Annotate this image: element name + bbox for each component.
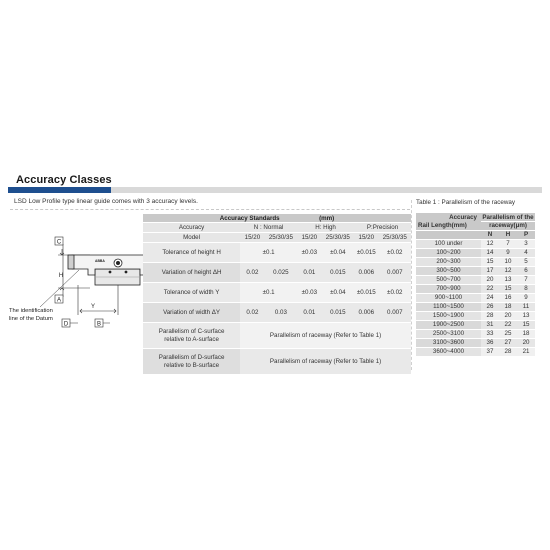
table-cell: ±0.1 — [240, 283, 297, 303]
rail-length-cell: 500~700 — [416, 276, 481, 285]
table-row — [416, 249, 535, 258]
table-cell: ±0.04 — [322, 243, 354, 263]
header-class-p: P:Precision — [354, 223, 411, 233]
table-row — [416, 330, 535, 339]
table-cell: Parallelism of raceway (Refer to Table 1) — [240, 323, 411, 349]
rail-length-cell: 2500~3100 — [416, 330, 481, 339]
rail-length-cell: 1500~1900 — [416, 312, 481, 321]
value-h-cell: 7 — [499, 240, 517, 249]
table-row — [416, 348, 535, 357]
table-row — [416, 303, 535, 312]
table-cell: 0.006 — [354, 263, 379, 283]
value-h-cell: 28 — [499, 348, 517, 357]
rail-length-cell: 700~900 — [416, 285, 481, 294]
table-row — [416, 285, 535, 294]
table-header — [416, 231, 535, 240]
rail-shape — [95, 269, 140, 285]
table-cell: 0.015 — [322, 263, 354, 283]
divider-vertical — [411, 200, 412, 370]
value-p-cell: 7 — [517, 276, 535, 285]
value-p-cell: 20 — [517, 339, 535, 348]
row-label-line: Parallelism of C-surface — [158, 328, 225, 335]
value-h-cell: 25 — [499, 330, 517, 339]
value-h-cell: 22 — [499, 321, 517, 330]
model-cell: 25/30/35 — [322, 233, 354, 243]
table-row — [416, 258, 535, 267]
model-cell: 15/20 — [354, 233, 379, 243]
value-h-cell: 15 — [499, 285, 517, 294]
header-rail-length: Rail Length(mm) — [418, 221, 467, 229]
value-p-cell: 5 — [517, 258, 535, 267]
table-row — [416, 294, 535, 303]
value-p-cell: 18 — [517, 330, 535, 339]
value-n-cell: 24 — [481, 294, 499, 303]
rail-length-cell: 100 under — [416, 240, 481, 249]
table-cell: ±0.015 — [354, 243, 379, 263]
rail-length-cell: 300~500 — [416, 267, 481, 276]
table-cell: 0.02 — [240, 303, 265, 323]
rail-length-cell: 100~200 — [416, 249, 481, 258]
label-y: Y — [90, 304, 96, 310]
table-cell: 0.03 — [265, 303, 297, 323]
rail-length-cell: 3100~3600 — [416, 339, 481, 348]
header-accuracy: Accuracy — [143, 223, 240, 233]
table-row — [143, 303, 411, 323]
value-p-cell: 15 — [517, 321, 535, 330]
table-row — [143, 349, 411, 375]
intro-text: LSD Low Profile type linear guide comes with 3 accuracy levels. — [14, 198, 198, 205]
accuracy-standards-table — [143, 214, 411, 375]
table-row — [416, 339, 535, 348]
datum-a-label — [55, 295, 63, 303]
value-n-cell: 36 — [481, 339, 499, 348]
value-h-cell: 10 — [499, 258, 517, 267]
table-cell: Parallelism of raceway (Refer to Table 1) — [240, 349, 411, 375]
value-n-cell: 31 — [481, 321, 499, 330]
svg-text:A: A — [56, 297, 62, 304]
parallelism-table-body — [416, 240, 535, 357]
value-n-cell: 26 — [481, 303, 499, 312]
rail-length-cell: 1100~1500 — [416, 303, 481, 312]
value-p-cell: 3 — [517, 240, 535, 249]
table-cell: 0.006 — [354, 303, 379, 323]
table-row — [416, 276, 535, 285]
value-n-cell: 15 — [481, 258, 499, 267]
row-label: Variation of width ΔY — [143, 303, 240, 323]
rail-length-cell: 900~1100 — [416, 294, 481, 303]
table-row — [143, 283, 411, 303]
table-header — [143, 214, 411, 223]
rail-length-cell: 3600~4000 — [416, 348, 481, 357]
svg-text:C: C — [56, 239, 62, 246]
svg-text:B: B — [96, 321, 102, 328]
table-cell: 0.007 — [379, 263, 411, 283]
section-title: Accuracy Classes — [16, 174, 112, 186]
callout-line-1: The identification — [9, 308, 53, 314]
model-cell: 25/30/35 — [379, 233, 411, 243]
brand-logo: ABBA — [95, 259, 105, 263]
value-h-cell: 27 — [499, 339, 517, 348]
table-cell: ±0.04 — [322, 283, 354, 303]
table-row — [143, 263, 411, 283]
value-n-cell: 22 — [481, 285, 499, 294]
value-n-cell: 37 — [481, 348, 499, 357]
value-h-cell: 13 — [499, 276, 517, 285]
parallelism-table — [416, 213, 535, 357]
value-h-cell: 16 — [499, 294, 517, 303]
svg-text:D: D — [63, 321, 69, 328]
datum-c-label — [55, 237, 63, 245]
value-n-cell: 20 — [481, 276, 499, 285]
value-p-cell: 21 — [517, 348, 535, 357]
header-parallelism: Parallelism of the — [482, 213, 534, 221]
header-model: Model — [143, 233, 240, 243]
label-h: H — [58, 273, 64, 279]
header-parallelism-unit: raceway(μm) — [481, 222, 535, 231]
model-cell: 15/20 — [297, 233, 322, 243]
value-p-cell: 11 — [517, 303, 535, 312]
datum-d-label — [62, 319, 70, 327]
row-label-line: relative to A-surface — [164, 335, 219, 343]
header-p: P — [517, 231, 535, 240]
value-h-cell: 20 — [499, 312, 517, 321]
table-row — [143, 323, 411, 349]
header-class-n: N : Normal — [240, 223, 297, 233]
value-p-cell: 6 — [517, 267, 535, 276]
value-h-cell: 18 — [499, 303, 517, 312]
table-cell: 0.025 — [265, 263, 297, 283]
table-title: Accuracy Standards — [219, 214, 280, 222]
value-h-cell: 12 — [499, 267, 517, 276]
table-cell: 0.02 — [240, 263, 265, 283]
value-p-cell: 9 — [517, 294, 535, 303]
model-cell: 15/20 — [240, 233, 265, 243]
table-cell: ±0.015 — [354, 283, 379, 303]
header-h: H — [499, 231, 517, 240]
value-p-cell: 13 — [517, 312, 535, 321]
table-header — [416, 213, 535, 222]
row-label: Variation of height ΔH — [143, 263, 240, 283]
table-row — [416, 267, 535, 276]
table-cell: ±0.02 — [379, 283, 411, 303]
row-label: Tolerance of height H — [143, 243, 240, 263]
value-h-cell: 9 — [499, 249, 517, 258]
table-row — [143, 233, 411, 243]
datum-b-label — [95, 319, 103, 327]
table-cell: ±0.1 — [240, 243, 297, 263]
table1-caption: Table 1 : Parallelism of the raceway — [416, 199, 516, 206]
table-cell: 0.015 — [322, 303, 354, 323]
table-cell: 0.01 — [297, 263, 322, 283]
table-cell: ±0.03 — [297, 243, 322, 263]
header-accuracy: Accuracy — [449, 213, 477, 221]
row-label-line: Parallelism of D-surface — [158, 354, 225, 361]
value-n-cell: 12 — [481, 240, 499, 249]
table-row — [416, 321, 535, 330]
row-label: Tolerance of width Y — [143, 283, 240, 303]
table-row — [143, 243, 411, 263]
value-p-cell: 4 — [517, 249, 535, 258]
linear-guide-diagram — [0, 225, 160, 335]
table-cell: ±0.02 — [379, 243, 411, 263]
table-cell: ±0.03 — [297, 283, 322, 303]
value-n-cell: 17 — [481, 267, 499, 276]
table-row — [416, 312, 535, 321]
rail-length-cell: 1900~2500 — [416, 321, 481, 330]
table-row — [416, 240, 535, 249]
title-rule-accent — [8, 187, 111, 193]
callout-line-2: line of the Datum — [9, 316, 53, 322]
table-cell: 0.007 — [379, 303, 411, 323]
table-unit: (mm) — [319, 214, 335, 222]
header-n: N — [481, 231, 499, 240]
row-label — [143, 349, 240, 375]
value-p-cell: 8 — [517, 285, 535, 294]
table-cell: 0.01 — [297, 303, 322, 323]
header-class-h: H: High — [297, 223, 354, 233]
value-n-cell: 28 — [481, 312, 499, 321]
model-cell: 25/30/35 — [265, 233, 297, 243]
value-n-cell: 14 — [481, 249, 499, 258]
rail-length-cell: 200~300 — [416, 258, 481, 267]
divider — [10, 209, 410, 210]
row-label — [143, 323, 240, 349]
table-row — [143, 223, 411, 233]
row-label-line: relative to B-surface — [164, 361, 220, 369]
value-n-cell: 33 — [481, 330, 499, 339]
